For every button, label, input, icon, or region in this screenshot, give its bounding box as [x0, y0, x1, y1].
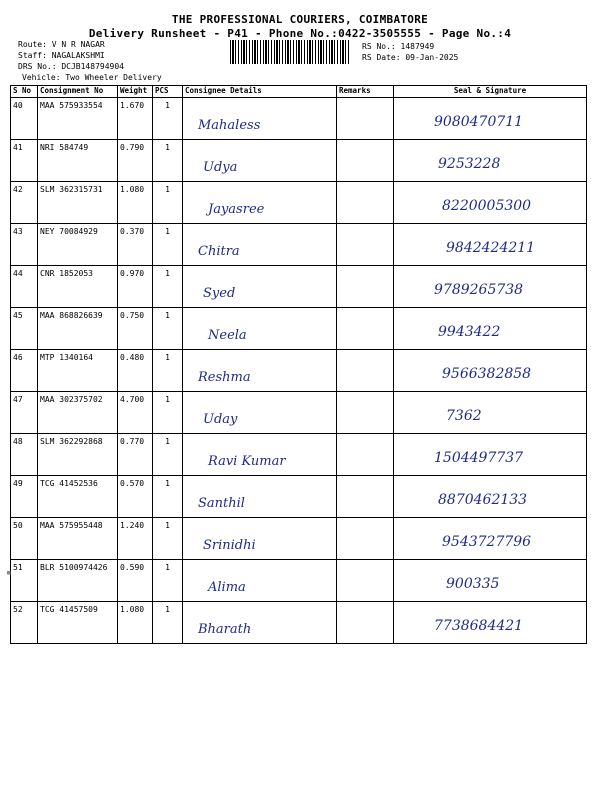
barcode [230, 40, 350, 64]
vehicle: Vehicle: Two Wheeler Delivery [22, 73, 162, 82]
row-sno: 42 [11, 182, 38, 224]
col-consignment: Consignment No [38, 86, 118, 98]
row-remarks [337, 434, 394, 476]
row-weight: 1.080 [118, 602, 153, 644]
row-pcs: 1 [153, 392, 183, 434]
row-pcs: 1 [153, 182, 183, 224]
col-sno: S No [11, 86, 38, 98]
row-weight: 1.670 [118, 98, 153, 140]
row-consignee [183, 98, 337, 140]
table-row [11, 518, 587, 560]
staff: Staff: NAGALAKSHMI [18, 51, 105, 60]
row-weight: 0.570 [118, 476, 153, 518]
handwritten-signature: 7738684421 [434, 618, 524, 634]
row-pcs: 1 [153, 350, 183, 392]
row-consignee [183, 518, 337, 560]
table-row [11, 224, 587, 266]
row-remarks [337, 476, 394, 518]
row-consignment: TCG 41457509 [38, 602, 118, 644]
row-remarks [337, 182, 394, 224]
row-consignee [183, 308, 337, 350]
table-row [11, 308, 587, 350]
row-weight: 0.970 [118, 266, 153, 308]
runsheet-title: THE PROFESSIONAL COURIERS, COIMBATORE [171, 13, 429, 26]
row-remarks [337, 266, 394, 308]
row-signature [394, 98, 587, 140]
row-signature [394, 140, 587, 182]
table-row [11, 98, 587, 140]
table-row [11, 182, 587, 224]
table-header [11, 86, 587, 98]
handwritten-name: Bharath [198, 622, 252, 637]
row-pcs: 1 [153, 434, 183, 476]
row-signature [394, 392, 587, 434]
row-remarks [337, 602, 394, 644]
row-consignee [183, 266, 337, 308]
row-consignment: TCG 41452536 [38, 476, 118, 518]
handwritten-name: Ravi Kumar [208, 454, 286, 469]
row-consignment: MTP 1340164 [38, 350, 118, 392]
runsheet-table [10, 85, 587, 644]
handwritten-signature: 9566382858 [442, 366, 532, 382]
row-sno: 49 [11, 476, 38, 518]
row-pcs: 1 [153, 602, 183, 644]
row-pcs: 1 [153, 476, 183, 518]
row-remarks [337, 518, 394, 560]
handwritten-signature: 9789265738 [434, 282, 524, 298]
row-signature [394, 224, 587, 266]
row-weight: 0.370 [118, 224, 153, 266]
row-signature [394, 350, 587, 392]
row-weight: 0.480 [118, 350, 153, 392]
row-pcs: 1 [153, 560, 183, 602]
row-consignment: SLM 362315731 [38, 182, 118, 224]
row-consignee [183, 224, 337, 266]
row-sno: 40 [11, 98, 38, 140]
row-signature [394, 518, 587, 560]
drs-number: DRS No.: DCJB148794904 [18, 62, 124, 71]
table-row [11, 560, 587, 602]
rs-date: RS Date: 09-Jan-2025 [362, 53, 459, 62]
rs-number: RS No.: 1487949 [362, 42, 435, 51]
row-consignment: MAA 575933554 [38, 98, 118, 140]
scan-mark: ▪ [6, 568, 12, 578]
handwritten-name: Jayasree [208, 202, 265, 217]
row-pcs: 1 [153, 308, 183, 350]
row-consignment: BLR 5100974426 [38, 560, 118, 602]
row-sno: 48 [11, 434, 38, 476]
handwritten-signature: 9543727796 [442, 534, 532, 550]
handwritten-name: Syed [203, 286, 236, 301]
table-row [11, 392, 587, 434]
row-sno: 41 [11, 140, 38, 182]
handwritten-name: Reshma [198, 370, 251, 385]
row-signature [394, 434, 587, 476]
handwritten-name: Srinidhi [203, 538, 256, 553]
row-consignee [183, 182, 337, 224]
table-row [11, 434, 587, 476]
handwritten-name: Uday [203, 412, 238, 427]
row-remarks [337, 308, 394, 350]
row-consignment: MAA 575955448 [38, 518, 118, 560]
handwritten-signature: 8870462133 [438, 492, 528, 508]
handwritten-signature: 7362 [446, 408, 482, 424]
handwritten-signature: 9842424211 [446, 240, 536, 256]
row-signature [394, 560, 587, 602]
row-remarks [337, 98, 394, 140]
row-weight: 0.770 [118, 434, 153, 476]
row-signature [394, 308, 587, 350]
row-signature [394, 476, 587, 518]
row-weight: 0.790 [118, 140, 153, 182]
row-consignee [183, 560, 337, 602]
row-pcs: 1 [153, 140, 183, 182]
handwritten-signature: 900335 [446, 576, 500, 592]
handwritten-name: Mahaless [198, 118, 261, 133]
row-weight: 4.700 [118, 392, 153, 434]
table-row [11, 266, 587, 308]
row-pcs: 1 [153, 224, 183, 266]
handwritten-signature: 9080470711 [434, 114, 524, 130]
row-remarks [337, 560, 394, 602]
row-sno: 44 [11, 266, 38, 308]
row-consignment: NRI 584749 [38, 140, 118, 182]
row-pcs: 1 [153, 518, 183, 560]
row-pcs: 1 [153, 98, 183, 140]
row-sno: 45 [11, 308, 38, 350]
row-consignment: CNR 1852053 [38, 266, 118, 308]
row-consignee [183, 392, 337, 434]
handwritten-signature: 8220005300 [442, 198, 532, 214]
handwritten-name: Alima [208, 580, 246, 595]
row-weight: 0.750 [118, 308, 153, 350]
col-weight: Weight [118, 86, 153, 98]
table-row [11, 140, 587, 182]
row-consignee [183, 434, 337, 476]
row-weight: 0.590 [118, 560, 153, 602]
row-weight: 1.240 [118, 518, 153, 560]
handwritten-name: Chitra [198, 244, 240, 259]
row-consignment: MAA 868826639 [38, 308, 118, 350]
row-pcs: 1 [153, 266, 183, 308]
row-consignee [183, 140, 337, 182]
route: Route: V N R NAGAR [18, 40, 105, 49]
table-row [11, 476, 587, 518]
row-remarks [337, 140, 394, 182]
row-consignee [183, 350, 337, 392]
handwritten-signature: 9943422 [438, 324, 501, 340]
row-sno: 51 [11, 560, 38, 602]
row-consignment: MAA 302375702 [38, 392, 118, 434]
row-consignment: SLM 362292868 [38, 434, 118, 476]
row-remarks [337, 392, 394, 434]
row-sno: 47 [11, 392, 38, 434]
handwritten-signature: 9253228 [438, 156, 501, 172]
handwritten-signature: 1504497737 [434, 450, 524, 466]
table-row [11, 602, 587, 644]
col-remarks: Remarks [337, 86, 394, 98]
row-sno: 50 [11, 518, 38, 560]
col-pcs: PCS [153, 86, 183, 98]
col-signature: Seal & Signature [394, 86, 587, 98]
row-consignment: NEY 70084929 [38, 224, 118, 266]
row-weight: 1.080 [118, 182, 153, 224]
row-consignee [183, 602, 337, 644]
handwritten-name: Santhil [198, 496, 245, 511]
row-sno: 46 [11, 350, 38, 392]
row-remarks [337, 224, 394, 266]
runsheet-subtitle: Delivery Runsheet - P41 - Phone No.:0422-3505555 - Page No.:4 [88, 27, 512, 40]
row-sno: 52 [11, 602, 38, 644]
row-signature [394, 602, 587, 644]
handwritten-name: Udya [203, 160, 238, 175]
col-consignee: Consignee Details [183, 86, 337, 98]
row-remarks [337, 350, 394, 392]
row-signature [394, 182, 587, 224]
handwritten-name: Neela [208, 328, 247, 343]
row-signature [394, 266, 587, 308]
row-consignee [183, 476, 337, 518]
row-sno: 43 [11, 224, 38, 266]
table-row [11, 350, 587, 392]
